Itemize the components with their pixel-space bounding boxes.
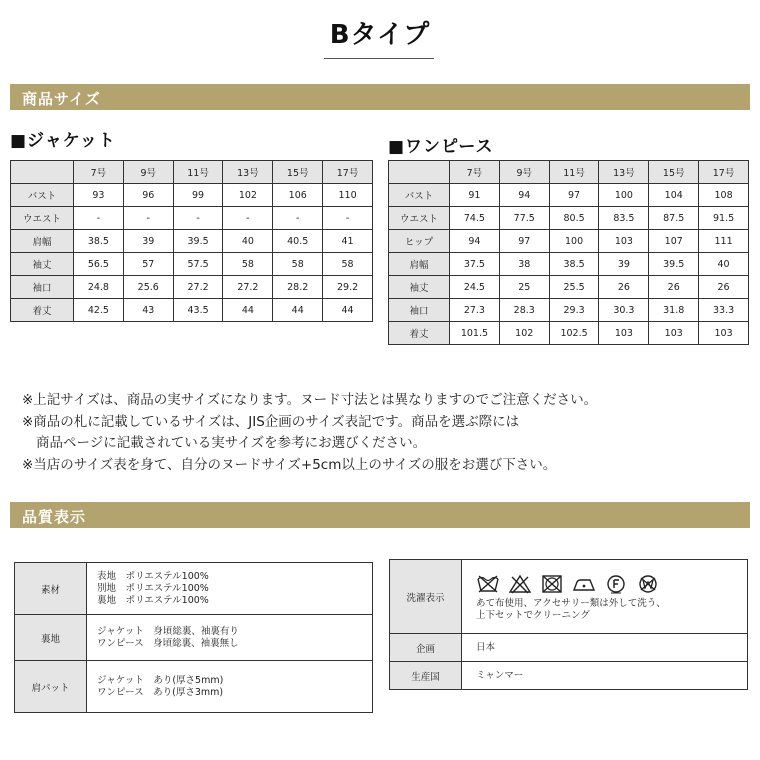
- measurement-value: 104: [649, 184, 699, 207]
- measurement-value: 27.2: [173, 276, 223, 299]
- measurement-label: バスト: [11, 184, 74, 207]
- measurement-value: 31.8: [649, 299, 699, 322]
- measurement-value: 43.5: [173, 299, 223, 322]
- measurement-value: 44: [223, 299, 273, 322]
- measurement-value: 39: [123, 230, 173, 253]
- measurement-value: 100: [549, 230, 599, 253]
- measurement-value: 25.5: [549, 276, 599, 299]
- measurement-value: 106: [273, 184, 323, 207]
- no-bleach-icon: [508, 574, 532, 594]
- planning-row: [390, 634, 748, 662]
- measurement-row: [389, 276, 749, 299]
- corner-cell: [389, 161, 450, 184]
- row-value: [87, 615, 373, 661]
- size-header-cell: 15号: [273, 161, 323, 184]
- measurement-value: 77.5: [499, 207, 549, 230]
- measurement-value: 28.2: [273, 276, 323, 299]
- care-origin-table: [389, 559, 748, 690]
- size-header-cell: 17号: [699, 161, 749, 184]
- measurement-value: 110: [323, 184, 373, 207]
- measurement-value: 39.5: [649, 253, 699, 276]
- measurement-value: -: [123, 207, 173, 230]
- measurement-row: [389, 184, 749, 207]
- measurement-value: 30.3: [599, 299, 649, 322]
- measurement-row: [11, 207, 373, 230]
- measurement-value: 103: [649, 322, 699, 345]
- measurement-value: 58: [323, 253, 373, 276]
- row-value: [462, 560, 748, 634]
- measurement-value: -: [74, 207, 124, 230]
- jacket-heading: ■ジャケット: [10, 131, 116, 151]
- measurement-value: 111: [699, 230, 749, 253]
- section-heading-quality: 品質表示: [22, 508, 87, 526]
- measurement-value: 26: [599, 276, 649, 299]
- row-label: 企画: [390, 634, 462, 662]
- measurement-row: [389, 299, 749, 322]
- measurement-label: 袖丈: [11, 253, 74, 276]
- size-header-row: [389, 161, 749, 184]
- measurement-value: 56.5: [74, 253, 124, 276]
- measurement-value: -: [273, 207, 323, 230]
- shoulder-pad-row: [15, 661, 373, 713]
- onepiece-size-table: [388, 160, 749, 345]
- value-line: 裏地 ポリエステル100%: [97, 594, 209, 606]
- measurement-value: 40: [223, 230, 273, 253]
- measurement-value: 107: [649, 230, 699, 253]
- measurement-row: [389, 207, 749, 230]
- measurement-value: -: [223, 207, 273, 230]
- row-label: 洗濯表示: [390, 560, 462, 634]
- size-header-cell: 15号: [649, 161, 699, 184]
- size-notes: [22, 390, 597, 476]
- no-wet-clean-icon: [636, 574, 660, 594]
- measurement-value: 102: [223, 184, 273, 207]
- row-value: [87, 661, 373, 713]
- measurement-value: 58: [223, 253, 273, 276]
- measurement-value: -: [173, 207, 223, 230]
- measurement-value: 29.3: [549, 299, 599, 322]
- measurement-value: 94: [499, 184, 549, 207]
- care-note: あて布使用、アクセサリー類は外して洗う、: [476, 597, 666, 609]
- measurement-value: 28.3: [499, 299, 549, 322]
- row-label: 裏地: [15, 615, 87, 661]
- note-line: 商品ページに記載されている実サイズを参考にお選びください。: [36, 435, 427, 451]
- measurement-value: 37.5: [450, 253, 500, 276]
- measurement-value: 27.3: [450, 299, 500, 322]
- no-tumble-dry-icon: [540, 574, 564, 594]
- dry-clean-f-icon: [604, 574, 628, 594]
- lining-row: [15, 615, 373, 661]
- measurement-label: ヒップ: [389, 230, 450, 253]
- measurement-value: 83.5: [599, 207, 649, 230]
- measurement-label: ウエスト: [389, 207, 450, 230]
- country-row: [390, 662, 748, 690]
- size-header-cell: 17号: [323, 161, 373, 184]
- measurement-value: 26: [699, 276, 749, 299]
- measurement-value: 38.5: [74, 230, 124, 253]
- care-row: [390, 560, 748, 634]
- measurement-value: 93: [74, 184, 124, 207]
- measurement-value: 96: [123, 184, 173, 207]
- measurement-value: 57: [123, 253, 173, 276]
- section-heading-size: 商品サイズ: [22, 90, 101, 108]
- note-line: ※上記サイズは、商品の実サイズになります。ヌード寸法とは異なりますのでご注意ください。: [22, 392, 598, 408]
- measurement-label: バスト: [389, 184, 450, 207]
- value-line: ワンピース 身頃総裏、袖裏無し: [97, 637, 239, 649]
- measurement-value: 44: [323, 299, 373, 322]
- measurement-value: 57.5: [173, 253, 223, 276]
- measurement-value: 38: [499, 253, 549, 276]
- measurement-value: 97: [499, 230, 549, 253]
- measurement-row: [11, 253, 373, 276]
- measurement-row: [11, 184, 373, 207]
- measurement-value: 103: [599, 230, 649, 253]
- care-note: 上下セットでクリーニング: [476, 609, 590, 621]
- measurement-value: 27.2: [223, 276, 273, 299]
- measurement-value: 102.5: [549, 322, 599, 345]
- measurement-value: 101.5: [450, 322, 500, 345]
- size-header-cell: 9号: [123, 161, 173, 184]
- measurement-value: 39: [599, 253, 649, 276]
- value-line: ジャケット 身頃総裏、袖裏有り: [97, 625, 239, 637]
- measurement-value: 26: [649, 276, 699, 299]
- measurement-label: 袖口: [11, 276, 74, 299]
- corner-cell: [11, 161, 74, 184]
- page-title: Bタイプ: [329, 20, 431, 50]
- measurement-value: 100: [599, 184, 649, 207]
- measurement-label: 着丈: [389, 322, 450, 345]
- measurement-label: 着丈: [11, 299, 74, 322]
- measurement-value: 74.5: [450, 207, 500, 230]
- material-row: [15, 563, 373, 615]
- title-underline: [324, 58, 434, 59]
- size-header-row: [11, 161, 373, 184]
- no-wash-icon: [476, 574, 500, 594]
- measurement-value: 91.5: [699, 207, 749, 230]
- measurement-row: [11, 276, 373, 299]
- measurement-value: 99: [173, 184, 223, 207]
- size-header-cell: 9号: [499, 161, 549, 184]
- care-icons: [476, 574, 747, 594]
- measurement-label: 袖口: [389, 299, 450, 322]
- size-header-cell: 7号: [450, 161, 500, 184]
- iron-low-icon: [572, 574, 596, 594]
- value-line: 表地 ポリエステル100%: [97, 570, 209, 582]
- row-label: 肩パット: [15, 661, 87, 713]
- measurement-value: 25: [499, 276, 549, 299]
- measurement-value: 103: [599, 322, 649, 345]
- measurement-value: 108: [699, 184, 749, 207]
- size-header-cell: 13号: [599, 161, 649, 184]
- measurement-value: 40: [699, 253, 749, 276]
- row-value: ミャンマー: [462, 662, 748, 690]
- measurement-label: 肩幅: [389, 253, 450, 276]
- note-line: ※商品の札に記載しているサイズは、JIS企画のサイズ表記です。商品を選ぶ際には: [22, 413, 520, 430]
- size-header-cell: 7号: [74, 161, 124, 184]
- measurement-value: 94: [450, 230, 500, 253]
- measurement-row: [389, 253, 749, 276]
- jacket-size-table: [10, 160, 373, 322]
- measurement-value: 44: [273, 299, 323, 322]
- value-line: ワンピース あり(厚さ3mm): [97, 686, 224, 698]
- measurement-value: 87.5: [649, 207, 699, 230]
- measurement-value: 39.5: [173, 230, 223, 253]
- measurement-value: 102: [499, 322, 549, 345]
- note-line: ※当店のサイズ表を身て、自分のヌードサイズ+5cm以上のサイズの服をお選び下さい。: [22, 456, 557, 473]
- measurement-value: 41: [323, 230, 373, 253]
- measurement-value: 33.3: [699, 299, 749, 322]
- measurement-row: [11, 230, 373, 253]
- measurement-value: 38.5: [549, 253, 599, 276]
- row-label: 素材: [15, 563, 87, 615]
- measurement-value: 24.5: [450, 276, 500, 299]
- measurement-value: 43: [123, 299, 173, 322]
- value-line: 別地 ポリエステル100%: [97, 582, 209, 594]
- measurement-row: [389, 230, 749, 253]
- measurement-value: 58: [273, 253, 323, 276]
- measurement-label: 袖丈: [389, 276, 450, 299]
- value-line: ジャケット あり(厚さ5mm): [97, 674, 224, 686]
- size-header-cell: 13号: [223, 161, 273, 184]
- measurement-label: ウエスト: [11, 207, 74, 230]
- size-header-cell: 11号: [173, 161, 223, 184]
- measurement-label: 肩幅: [11, 230, 74, 253]
- measurement-row: [11, 299, 373, 322]
- section-band-quality: [10, 502, 750, 528]
- measurement-value: 42.5: [74, 299, 124, 322]
- measurement-value: 91: [450, 184, 500, 207]
- section-band-size: [10, 84, 750, 110]
- material-table: [14, 562, 373, 713]
- measurement-row: [389, 322, 749, 345]
- measurement-value: 24.8: [74, 276, 124, 299]
- measurement-value: 25.6: [123, 276, 173, 299]
- measurement-value: 97: [549, 184, 599, 207]
- measurement-value: 103: [699, 322, 749, 345]
- measurement-value: 80.5: [549, 207, 599, 230]
- measurement-value: 29.2: [323, 276, 373, 299]
- measurement-value: -: [323, 207, 373, 230]
- row-label: 生産国: [390, 662, 462, 690]
- onepiece-heading: ■ワンピース: [388, 137, 494, 157]
- size-header-cell: 11号: [549, 161, 599, 184]
- row-value: [87, 563, 373, 615]
- row-value: 日本: [462, 634, 748, 662]
- measurement-value: 40.5: [273, 230, 323, 253]
